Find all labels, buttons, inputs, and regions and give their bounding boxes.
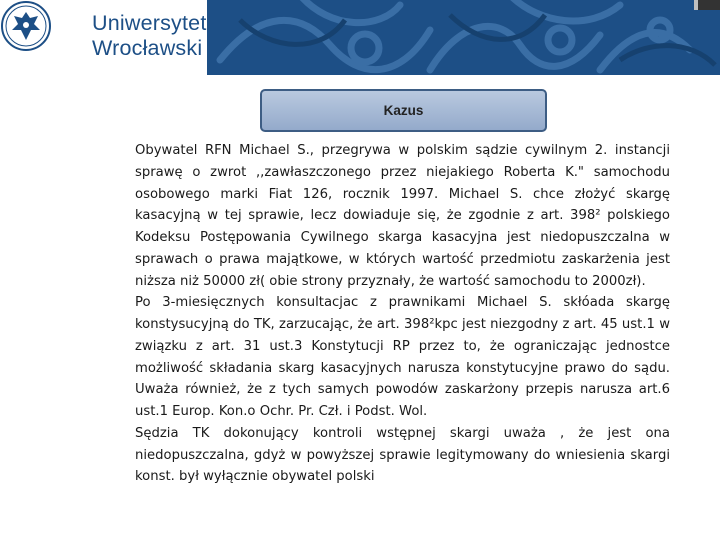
logo-box xyxy=(0,0,207,75)
corner-accent-dark xyxy=(698,0,720,10)
university-crest-icon xyxy=(0,0,52,52)
logo-line-2: Wrocławski xyxy=(92,36,203,60)
slide-title-box xyxy=(260,89,547,132)
paragraph-3: Sędzia TK dokonujący kontroli wstępnej skargi uważa , że jest ona niedopuszczalna, gdyż w powyższej sprawie legitymowany do wniesienia skargi konst. był wyłącznie obywatel polski xyxy=(135,425,670,485)
paragraph-2: Po 3-miesięcznych konsultacjac z prawnikami Michael S. skłóada skargę konstysucyjną do TK, zarzucając, że art. 398²kpc jest niezgodny z art. 45 ust.1 w związku z art. 31 ust.3 Konstytucji RP przez to, że ograniczając jednostce możliwość składania skarg kasacyjnych narusza konstytucyjne prawo do sądu. Uważa również, że z tych samych powodów zaskarżony przepis narusza art.6 ust.1 Europ. Kon.o Ochr. Pr. Czł. i Podst. Wol. xyxy=(135,295,670,419)
header-band xyxy=(0,0,720,75)
slide-title: Kazus xyxy=(383,103,424,118)
paragraph-1: Obywatel RFN Michael S., przegrywa w polskim sądzie cywilnym 2. instancji sprawę o zwrot ,,zawłaszczonego przez niejakiego Roberta K." samochodu osobowego marki Fiat 126, rocznik 1997. Michael S. chce złożyć skargę kasacyjną w tej sprawie, lecz dowiaduje się, że zgodnie z art. 398² polskiego Kodeksu Postępowania Cywilnego skarga kasacyjna jest niedopuszczalna w sprawach o prawa majątkowe, w których wartość przedmiotu zaskarżenia jest niższa niż 50000 zł( obie strony przyznały, że wartość samochodu to 2000zł). xyxy=(135,143,670,289)
university-logo-text xyxy=(92,11,207,61)
logo-line-1: Uniwersytet xyxy=(92,11,207,35)
case-description xyxy=(135,140,670,488)
